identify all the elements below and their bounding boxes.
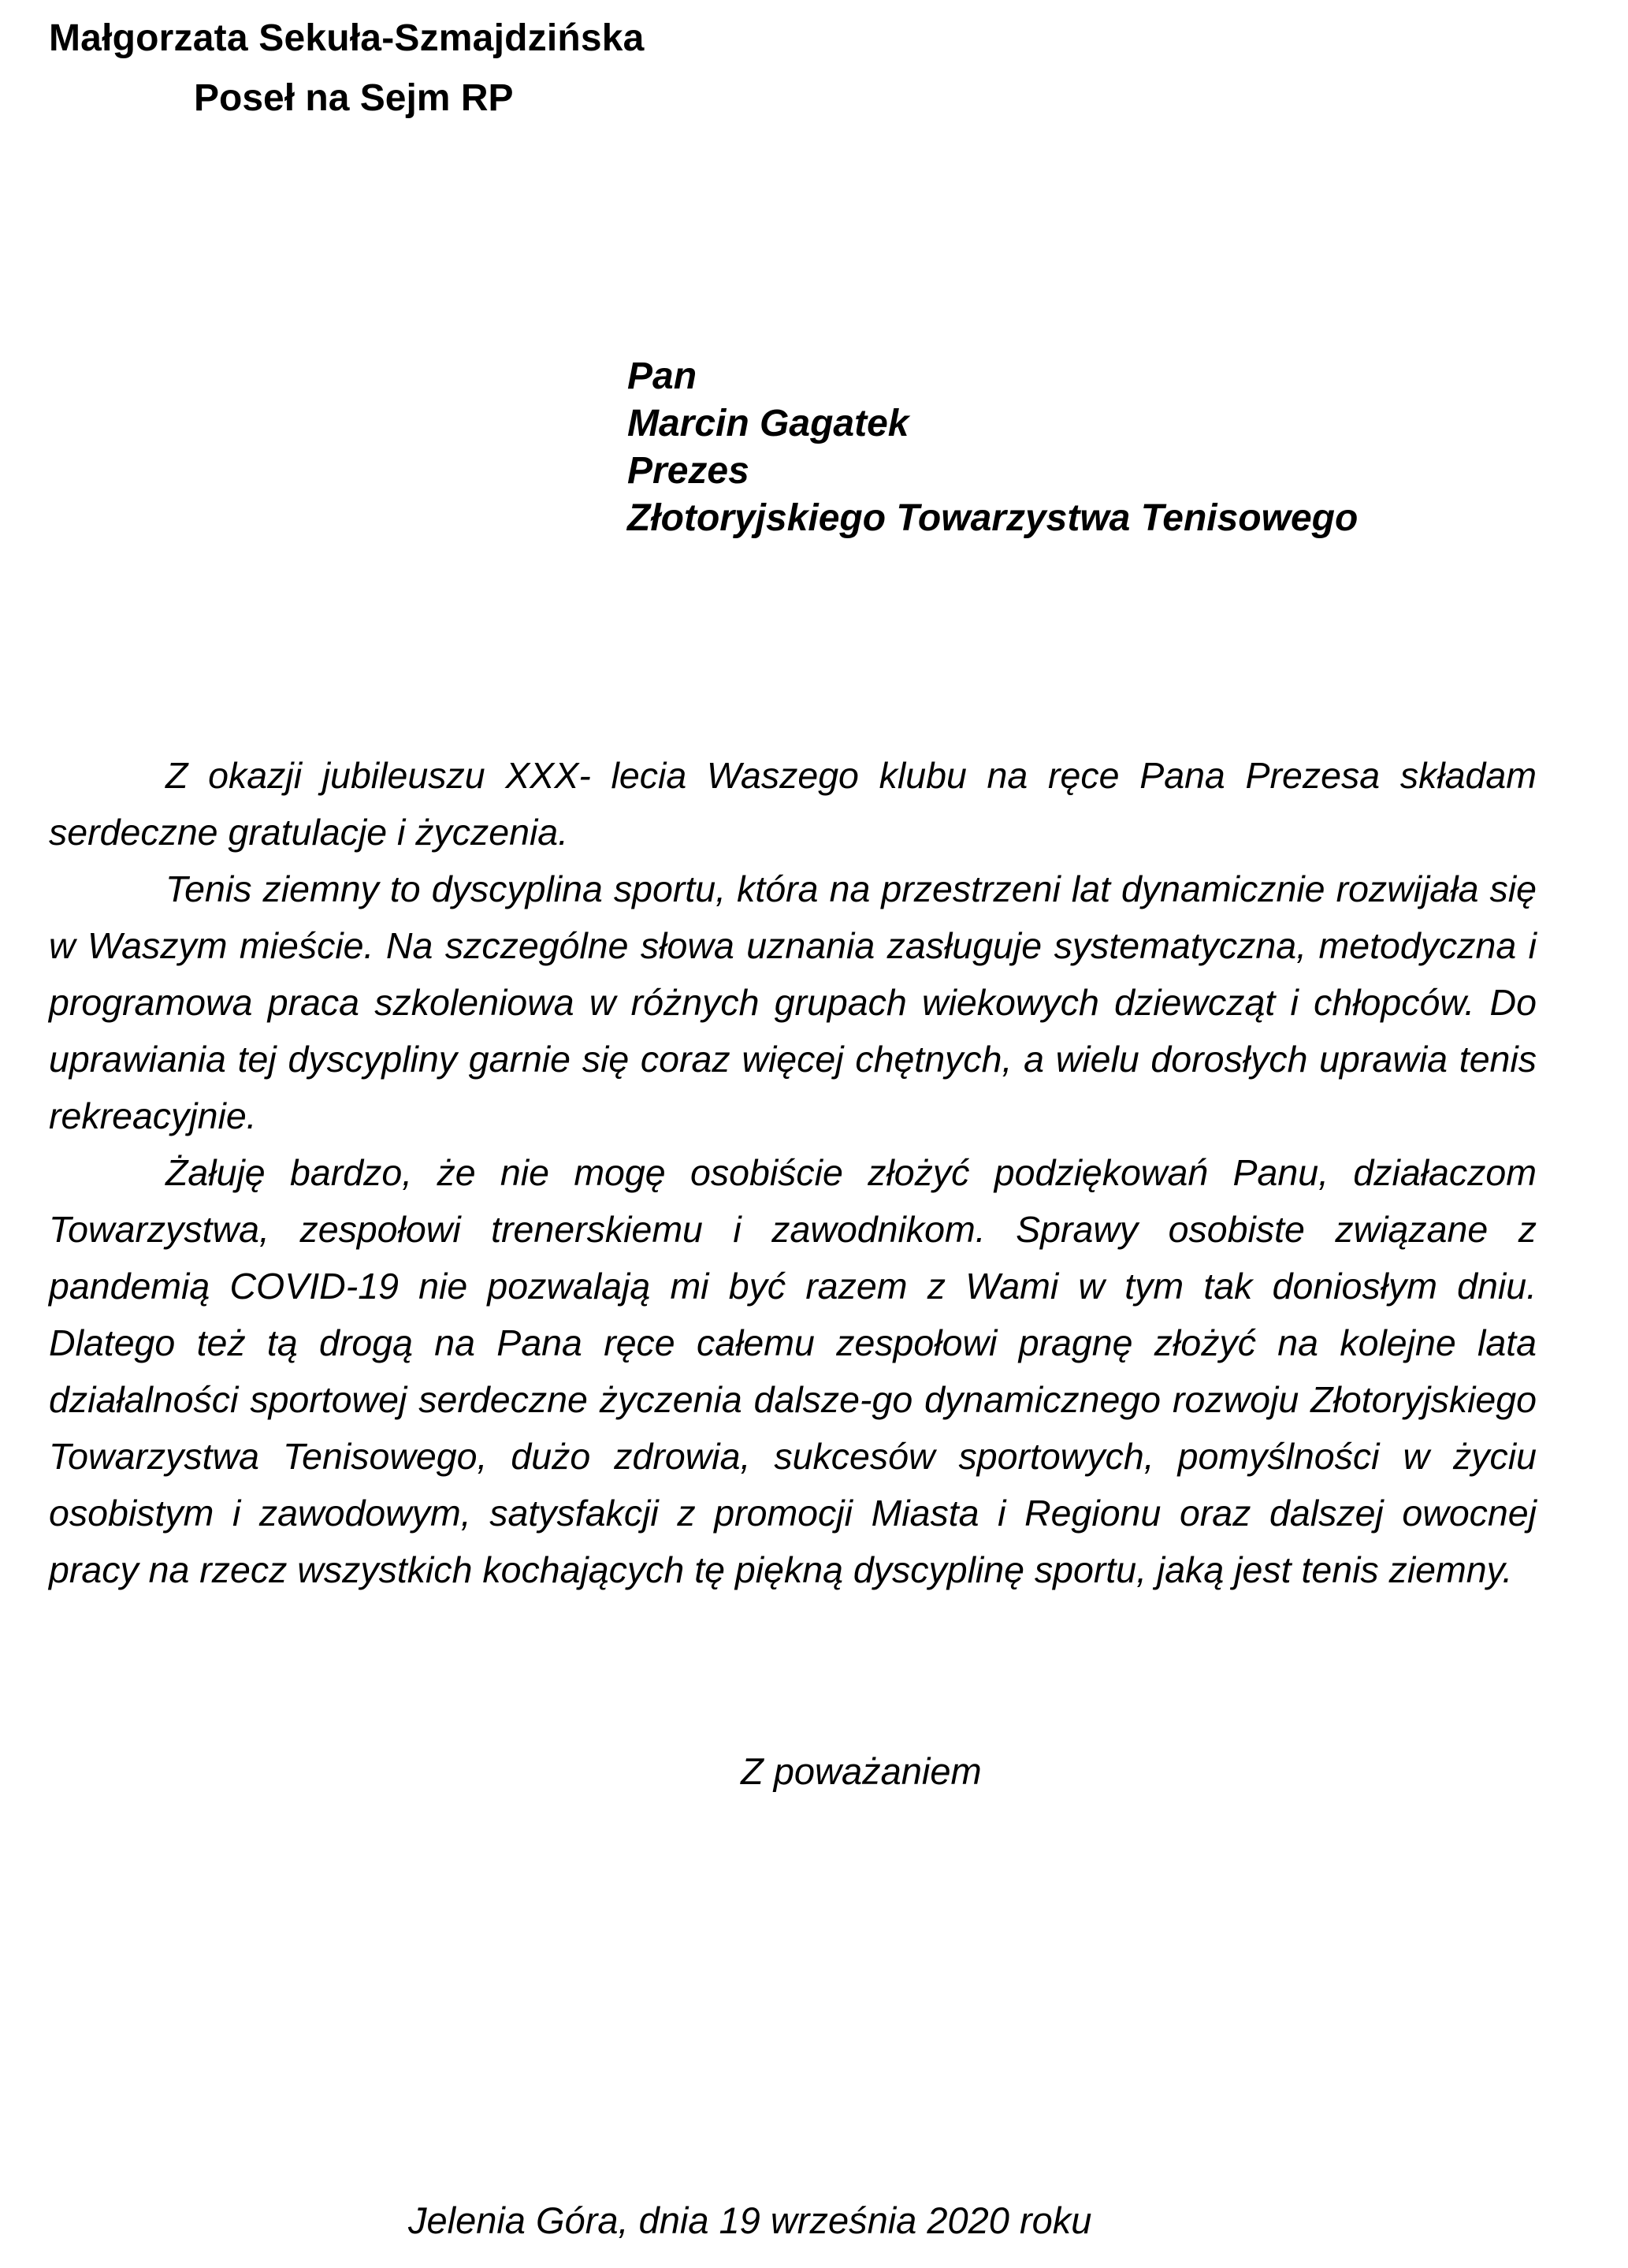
recipient-role: Prezes — [627, 450, 749, 492]
body-paragraph-2: Tenis ziemny to dyscyplina sportu, która na przestrzeni lat dynamicznie rozwijała się w Waszym mieście. Na szczególne słowa uznania zasługuje systematyczna, metodyczna i programowa praca szkoleniowa w różnych grupach wiekowych dziewcząt i chłopców. Do uprawiania tej dyscypliny garnie się coraz więcej chętnych, a wielu dorosłych uprawia tenis rekreacyjnie. — [49, 868, 1537, 1136]
sender-name: Małgorzata Sekuła-Szmajdzińska — [49, 17, 645, 59]
body-paragraph-1: Z okazji jubileuszu XXX- lecia Waszego klubu na ręce Pana Prezesa składam serdeczne gratulacje i życzenia. — [49, 755, 1537, 853]
recipient-organization: Złotoryjskiego Towarzystwa Tenisowego — [627, 497, 1359, 539]
recipient-name: Marcin Gagatek — [627, 403, 909, 444]
sender-title: Poseł na Sejm RP — [194, 77, 514, 119]
recipient-salutation: Pan — [627, 355, 697, 397]
letter-body — [49, 747, 1537, 1598]
closing-phrase: Z poważaniem — [741, 1750, 982, 1792]
recipient-block — [627, 353, 1358, 542]
body-paragraph-3: Żałuję bardzo, że nie mogę osobiście złożyć podziękowań Panu, działaczom Towarzystwa, zespołowi trenerskiemu i zawodnikom. Sprawy osobiste związane z pandemią COVID-19 nie pozwalają mi być razem z Wami w tym tak doniosłym dniu. Dlatego też tą drogą na Pana ręce całemu zespołowi pragnę złożyć na kolejne lata działalności sportowej serdeczne życzenia dalsze-go dynamicznego rozwoju Złotoryjskiego Towarzystwa Tenisowego, dużo zdrowia, sukcesów sportowych, pomyślności w życiu osobistym i zawodowym, satysfakcji z promocji Miasta i Regionu oraz dalszej owocnej pracy na rzecz wszystkich kochających tę piękną dyscyplinę sportu, jaką jest tenis ziemny. — [49, 1152, 1537, 1590]
place-and-date: Jelenia Góra, dnia 19 września 2020 roku — [408, 2199, 1092, 2241]
